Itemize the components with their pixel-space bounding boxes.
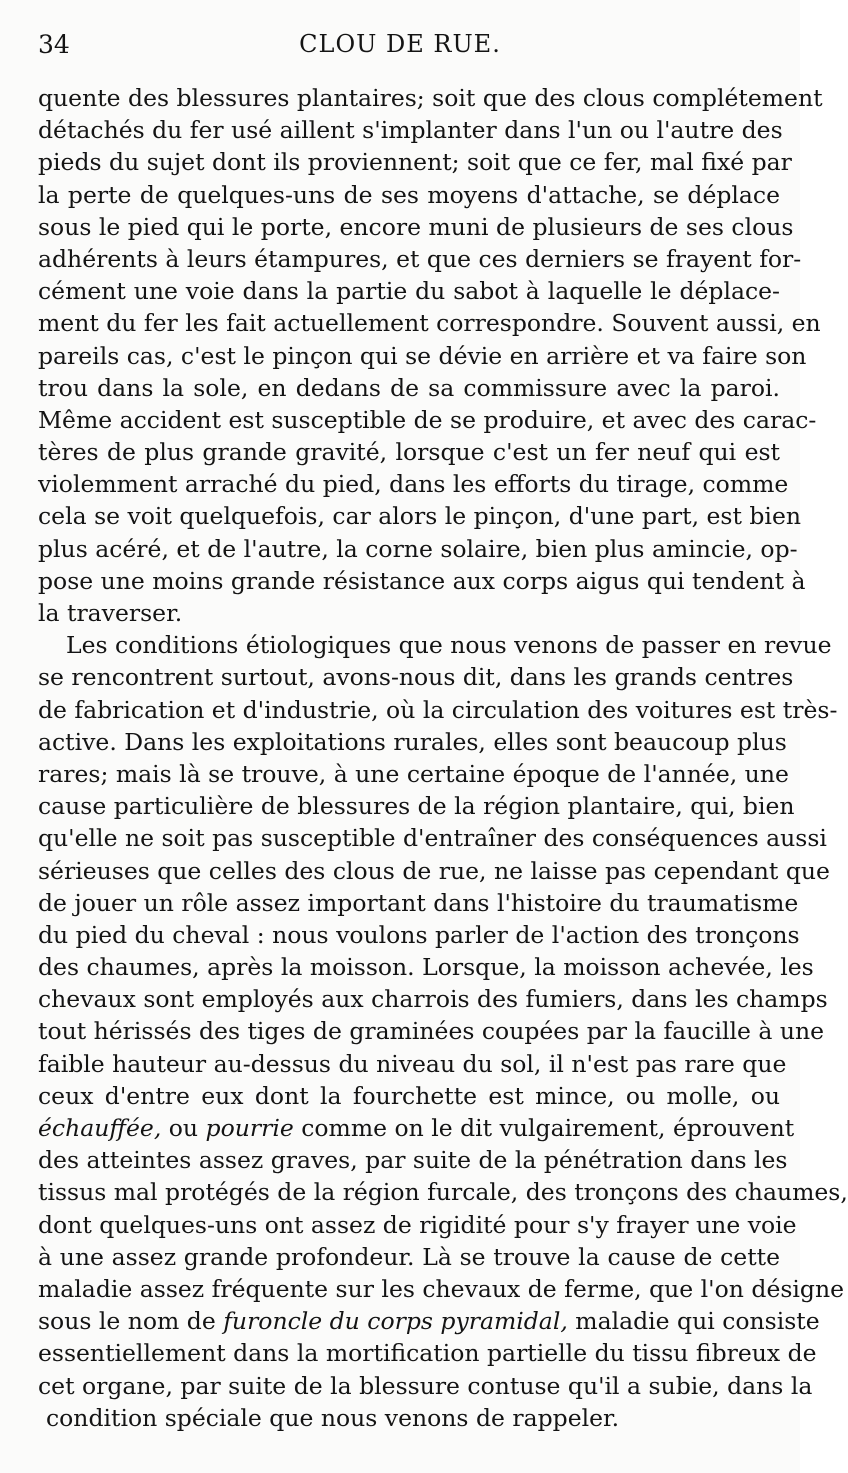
text-line: rares; mais là se trouve, à une certaine époque de l'année, une bbox=[38, 759, 789, 788]
text-line: adhérents à leurs étampures, et que ces derniers se frayent for- bbox=[38, 244, 802, 273]
paragraph-end-line: condition spéciale que nous venons de rappeler. bbox=[46, 1403, 620, 1432]
text-line: cela se voit quelquefois, car alors le pinçon, d'une part, est bien bbox=[38, 502, 801, 531]
text-line: de fabrication et d'industrie, où la circulation des voitures est très- bbox=[38, 695, 838, 724]
text-line: se rencontrent surtout, avons-nous dit, dans les grands centres bbox=[38, 663, 794, 692]
text-line: des atteintes assez graves, par suite de la pénétration dans les bbox=[38, 1146, 788, 1175]
text-line: faible hauteur au-dessus du niveau du sol, il n'est pas rare que bbox=[38, 1049, 787, 1078]
text-line: tissus mal protégés de la région furcale, des tronçons des chaumes, bbox=[38, 1178, 848, 1207]
text-line-with-italics bbox=[38, 1112, 795, 1144]
text-line: cément une voie dans la partie du sabot à laquelle le déplace- bbox=[38, 277, 780, 306]
line-fragment: maladie qui consiste bbox=[567, 1307, 820, 1336]
page-number: 34 bbox=[38, 30, 70, 59]
text-line: cet organe, par suite de la blessure contuse qu'il a subie, dans la bbox=[38, 1371, 813, 1400]
text-line: trou dans la sole, en dedans de sa commissure avec la paroi. bbox=[38, 373, 780, 402]
text-line: sérieuses que celles des clous de rue, ne laisse pas cependant que bbox=[38, 856, 830, 885]
text-line: Même accident est susceptible de se produire, et avec des carac- bbox=[38, 405, 817, 434]
line-fragment: comme on le dit vulgairement, éprouvent bbox=[293, 1114, 795, 1142]
text-line: du pied du cheval : nous voulons parler de l'action des tronçons bbox=[38, 920, 800, 949]
text-line: pose une moins grande résistance aux corps aigus qui tendent à bbox=[38, 566, 806, 595]
text-line: cause particulière de blessures de la région plantaire, qui, bien bbox=[38, 792, 795, 821]
text-line: tères de plus grande gravité, lorsque c'est un fer neuf qui est bbox=[38, 438, 780, 467]
text-line-with-italics bbox=[38, 1305, 820, 1337]
text-line: la perte de quelques-uns de ses moyens d'attache, se déplace bbox=[38, 180, 780, 209]
text-line: à une assez grande profondeur. Là se trouve la cause de cette bbox=[38, 1242, 780, 1271]
text-line: sous le pied qui le porte, encore muni de plusieurs de ses clous bbox=[38, 212, 794, 241]
text-line: violemment arraché du pied, dans les efforts du tirage, comme bbox=[38, 470, 789, 499]
text-line: qu'elle ne soit pas susceptible d'entraîner des conséquences aussi bbox=[38, 824, 827, 853]
italic-term: furoncle du corps pyramidal, bbox=[223, 1307, 568, 1336]
body-text bbox=[38, 82, 848, 1434]
text-line: pieds du sujet dont ils proviennent; soit que ce fer, mal fixé par bbox=[38, 148, 792, 177]
italic-term: pourrie bbox=[205, 1114, 294, 1142]
text-line: essentiellement dans la mortification partielle du tissu fibreux de bbox=[38, 1339, 817, 1368]
text-line: pareils cas, c'est le pinçon qui se dévie en arrière et va faire son bbox=[38, 341, 807, 370]
italic-term: échauffée, bbox=[38, 1114, 162, 1142]
text-line: plus acéré, et de l'autre, la corne solaire, bien plus amincie, op- bbox=[38, 534, 798, 563]
text-line: chevaux sont employés aux charrois des fumiers, dans les champs bbox=[38, 985, 828, 1014]
text-line: dont quelques-uns ont assez de rigidité pour s'y frayer une voie bbox=[38, 1210, 797, 1239]
running-title: CLOU DE RUE. bbox=[299, 30, 501, 58]
text-line: des chaumes, après la moisson. Lorsque, la moisson achevée, les bbox=[38, 953, 814, 982]
line-fragment: ou bbox=[161, 1114, 206, 1142]
text-line: ceux d'entre eux dont la fourchette est mince, ou molle, ou bbox=[38, 1081, 780, 1110]
text-line: maladie assez fréquente sur les chevaux de ferme, que l'on désigne bbox=[38, 1274, 845, 1303]
line-fragment: sous le nom de bbox=[38, 1307, 224, 1336]
paragraph-first-line: Les conditions étiologiques que nous venons de passer en revue bbox=[66, 631, 832, 660]
text-line: tout hérissés des tiges de graminées coupées par la faucille à une bbox=[38, 1017, 825, 1046]
text-line: ment du fer les fait actuellement correspondre. Souvent aussi, en bbox=[38, 309, 821, 338]
text-line: détachés du fer usé aillent s'implanter dans l'un ou l'autre des bbox=[38, 116, 783, 145]
text-line: active. Dans les exploitations rurales, elles sont beaucoup plus bbox=[38, 727, 787, 756]
text-line: quente des blessures plantaires; soit que des clous complétement bbox=[38, 84, 823, 112]
paragraph-end-line: la traverser. bbox=[38, 599, 183, 627]
running-head bbox=[38, 30, 762, 66]
text-line: de jouer un rôle assez important dans l'histoire du traumatisme bbox=[38, 888, 799, 917]
